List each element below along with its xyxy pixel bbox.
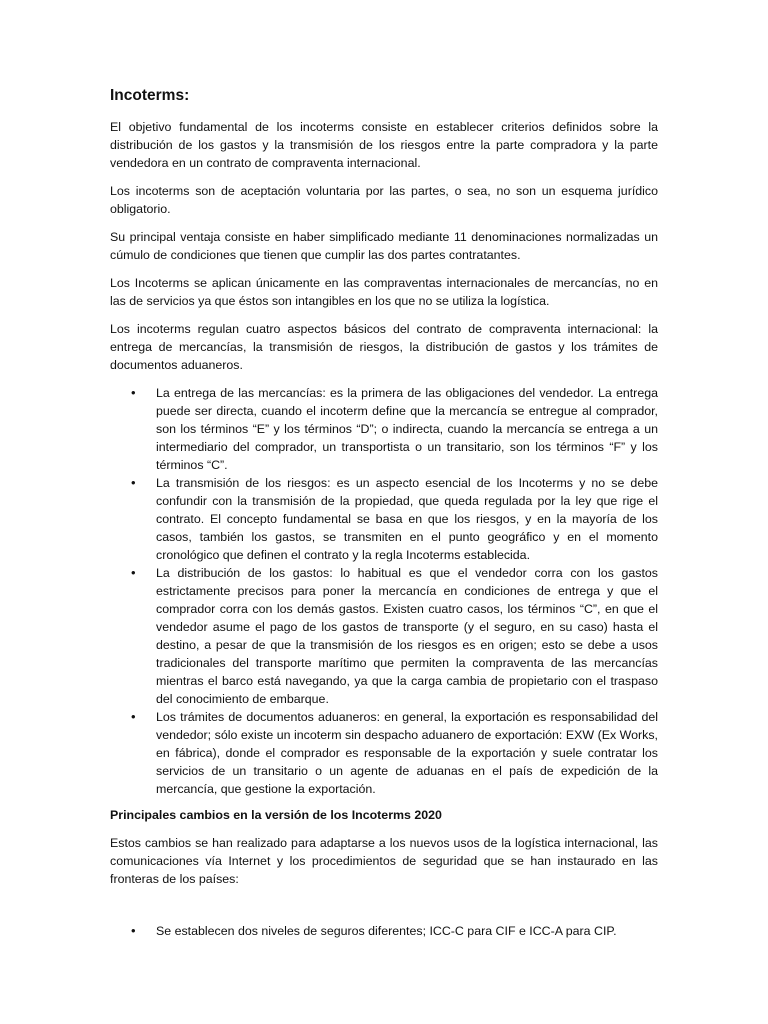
- list-item-text: La distribución de los gastos: lo habitual es que el vendedor corra con los gastos estrictamente precisos para poner la mercancía en condiciones de entrega y que el comprador corra con los demás gastos. Existen cuatro casos, los términos “C”, en que el vendedor asume el pago de los gastos de transporte (y el seguro, en su caso) hasta el destino, a pesar de que la transmisión de los riesgos es en origen; esto se debe a usos tradicionales del transporte marítimo que permiten la compraventa de las mercancías mientras el barco está navegando, ya que la carga cambia de propietario con el traspaso del conocimiento de embarque.: [156, 566, 658, 706]
- list-item: [110, 564, 658, 708]
- paragraph-objective: El objetivo fundamental de los incoterms consiste en establecer criterios definidos sobre la distribución de los gastos y la transmisión de los riesgos entre la parte compradora y la parte vendedora en un contrato de compraventa internacional.: [110, 120, 658, 170]
- list-item-text: La transmisión de los riesgos: es un aspecto esencial de los Incoterms y no se debe confundir con la transmisión de la propiedad, que queda regulada por la ley que rige el contrato. El concepto fundamental se basa en que los riesgos, y en la mayoría de los casos, también los gastos, se transmiten en el punto geográfico y en el momento cronológico que definen el contrato y la regla Incoterms establecida.: [156, 476, 658, 562]
- aspects-list: [110, 384, 658, 798]
- paragraph-advantage: Su principal ventaja consiste en haber simplificado mediante 11 denominaciones normalizadas un cúmulo de condiciones que tienen que cumplir las dos partes contratantes.: [110, 230, 658, 262]
- paragraph-scope: Los Incoterms se aplican únicamente en las compraventas internacionales de mercancías, no en las de servicios ya que éstos son intangibles en los que no se utiliza la logística.: [110, 276, 658, 308]
- list-item-lead: S: [156, 924, 165, 938]
- changes-list: [110, 922, 658, 940]
- document-page: [110, 86, 658, 948]
- paragraph-aspects-intro: Los incoterms regulan cuatro aspectos básicos del contrato de compraventa internacional: la entrega de mercancías, la transmisión de riesgos, la distribución de gastos y los trámites de documentos aduaneros.: [110, 322, 658, 372]
- list-item: [110, 474, 658, 564]
- bullet-icon: •: [131, 475, 136, 490]
- bullet-icon: •: [131, 385, 136, 400]
- list-item: [110, 922, 658, 940]
- list-item: [110, 384, 658, 474]
- paragraph-voluntary: Los incoterms son de aceptación voluntaria por las partes, o sea, no son un esquema jurídico obligatorio.: [110, 184, 658, 216]
- bullet-icon: •: [131, 709, 136, 724]
- list-item-text: Los trámites de documentos aduaneros: en general, la exportación es responsabilidad del vendedor; sólo existe un incoterm sin despacho aduanero de exportación: EXW (Ex Works, en fábrica), donde el comprador es responsable de la exportación y suele contratar los servicios de un transitario o un agente de aduanas en el país de expedición de la mercancía, que gestione la exportación.: [156, 710, 658, 796]
- changes-heading: Principales cambios en la versión de los Incoterms 2020: [110, 808, 442, 822]
- list-item-text: La entrega de las mercancías: es la primera de las obligaciones del vendedor. La entrega puede ser directa, cuando el incoterm define que la mercancía se entregue al comprador, son los términos “E” y los términos “D”; o indirecta, cuando la mercancía se entrega a un intermediario del comprador, un transportista o un transitario, son los términos “F” y los términos “C”.: [156, 386, 658, 472]
- list-item-text: e establecen dos niveles de seguros diferentes; ICC-C para CIF e ICC-A para CIP.: [164, 924, 617, 938]
- bullet-icon: •: [131, 923, 136, 938]
- document-title: Incoterms:: [110, 87, 190, 104]
- bullet-icon: •: [131, 565, 136, 580]
- changes-intro: Estos cambios se han realizado para adaptarse a los nuevos usos de la logística internacional, las comunicaciones vía Internet y los procedimientos de seguridad que se han instaurado en las fronteras de los países:: [110, 836, 658, 886]
- spacer: [110, 898, 658, 922]
- list-item: [110, 708, 658, 798]
